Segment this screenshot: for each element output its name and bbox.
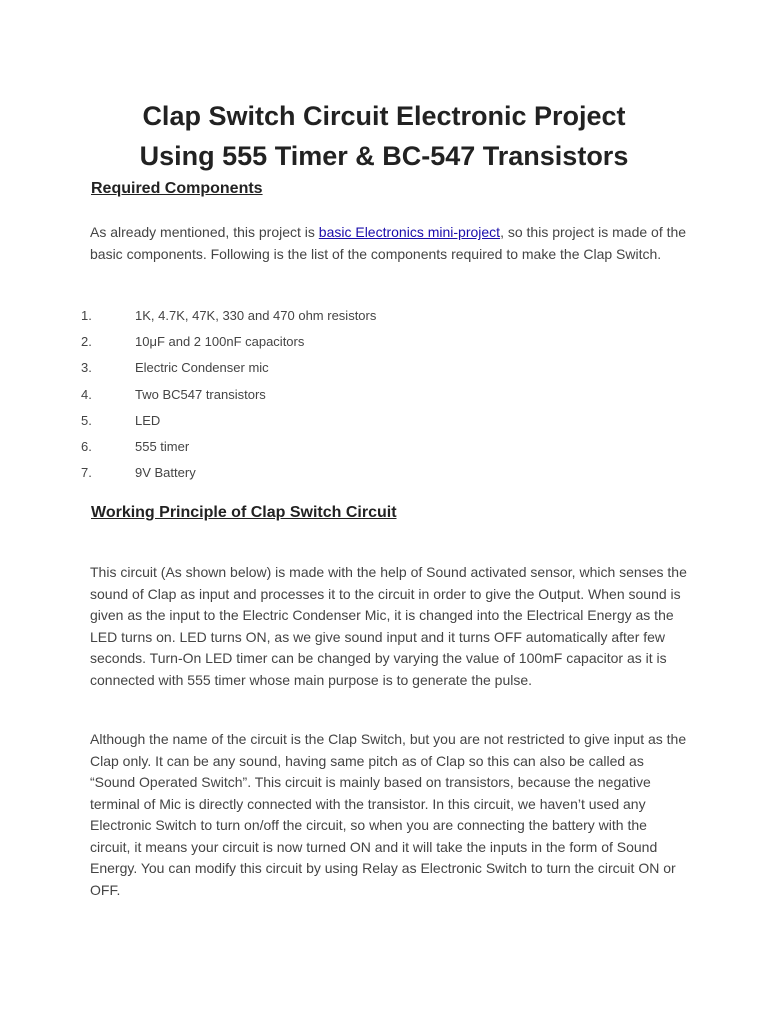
list-item-number: 7. xyxy=(81,465,92,481)
intro-text-after-link: , so this project is made of the basic components. Following is the list of the components required to make the Clap Switch. xyxy=(90,224,687,262)
components-list xyxy=(0,305,768,488)
list-item xyxy=(0,357,768,383)
working-principle-heading: Working Principle of Clap Switch Circuit xyxy=(91,504,397,521)
list-item xyxy=(0,331,768,357)
list-item-number: 6. xyxy=(81,438,92,454)
intro-text-before-link: As already mentioned, this project is xyxy=(90,224,319,240)
list-item-text: LED xyxy=(135,412,161,428)
list-item-text: Two BC547 transistors xyxy=(135,386,266,402)
working-principle-paragraph-1: This circuit (As shown below) is made with the help of Sound activated sensor, which senses the sound of Clap as input and processes it to the circuit in order to give the Output. When sound is given as the input to the Electric Condenser Mic, it is changed into the Electrical Energy as the LED turns on. LED turns ON, as we give sound input and it turns OFF automatically after few seconds. Turn-On LED timer can be changed by varying the value of 100mF capacitor as it is connected with 555 timer whose main purpose is to generate the pulse. xyxy=(90,564,687,688)
page-title xyxy=(0,96,768,176)
list-item xyxy=(0,305,768,331)
list-item-number: 5. xyxy=(81,412,92,428)
list-item-text: 555 timer xyxy=(135,438,190,454)
list-item-text: Electric Condenser mic xyxy=(135,360,269,376)
list-item xyxy=(0,436,768,462)
list-item xyxy=(0,410,768,436)
list-item-text: 9V Battery xyxy=(135,465,196,481)
title-line-1: Clap Switch Circuit Electronic Project xyxy=(142,101,626,131)
working-principle-paragraph-2: Although the name of the circuit is the Clap Switch, but you are not restricted to give input as the Clap only. It can be any sound, having same pitch as of Clap so this can also be called as “Sound Operated Switch”. This circuit is mainly based on transistors, because the negative terminal of Mic is directly connected with the transistor. In this circuit, we haven’t used any Electronic Switch to turn on/off the circuit, so when you are connecting the battery with the circuit, it means your circuit is now turned ON and it will take the inputs in the form of Sound Energy. You can modify this circuit by using Relay as Electronic Switch to turn the circuit ON or OFF. xyxy=(90,731,687,898)
list-item xyxy=(0,384,768,410)
list-item-text: 10μF and 2 100nF capacitors xyxy=(135,334,305,350)
list-item xyxy=(0,462,768,488)
basic-electronics-link[interactable]: basic Electronics mini-project xyxy=(318,224,501,240)
list-item-number: 3. xyxy=(81,360,92,376)
list-item-text: 1K, 4.7K, 47K, 330 and 470 ohm resistors xyxy=(135,308,377,323)
list-item-number: 1. xyxy=(81,308,92,323)
title-line-2: Using 555 Timer & BC-547 Transistors xyxy=(139,141,629,171)
list-item-number: 4. xyxy=(81,386,92,402)
required-components-heading: Required Components xyxy=(91,180,263,197)
list-item-number: 2. xyxy=(81,334,92,350)
required-components-intro xyxy=(90,222,690,265)
